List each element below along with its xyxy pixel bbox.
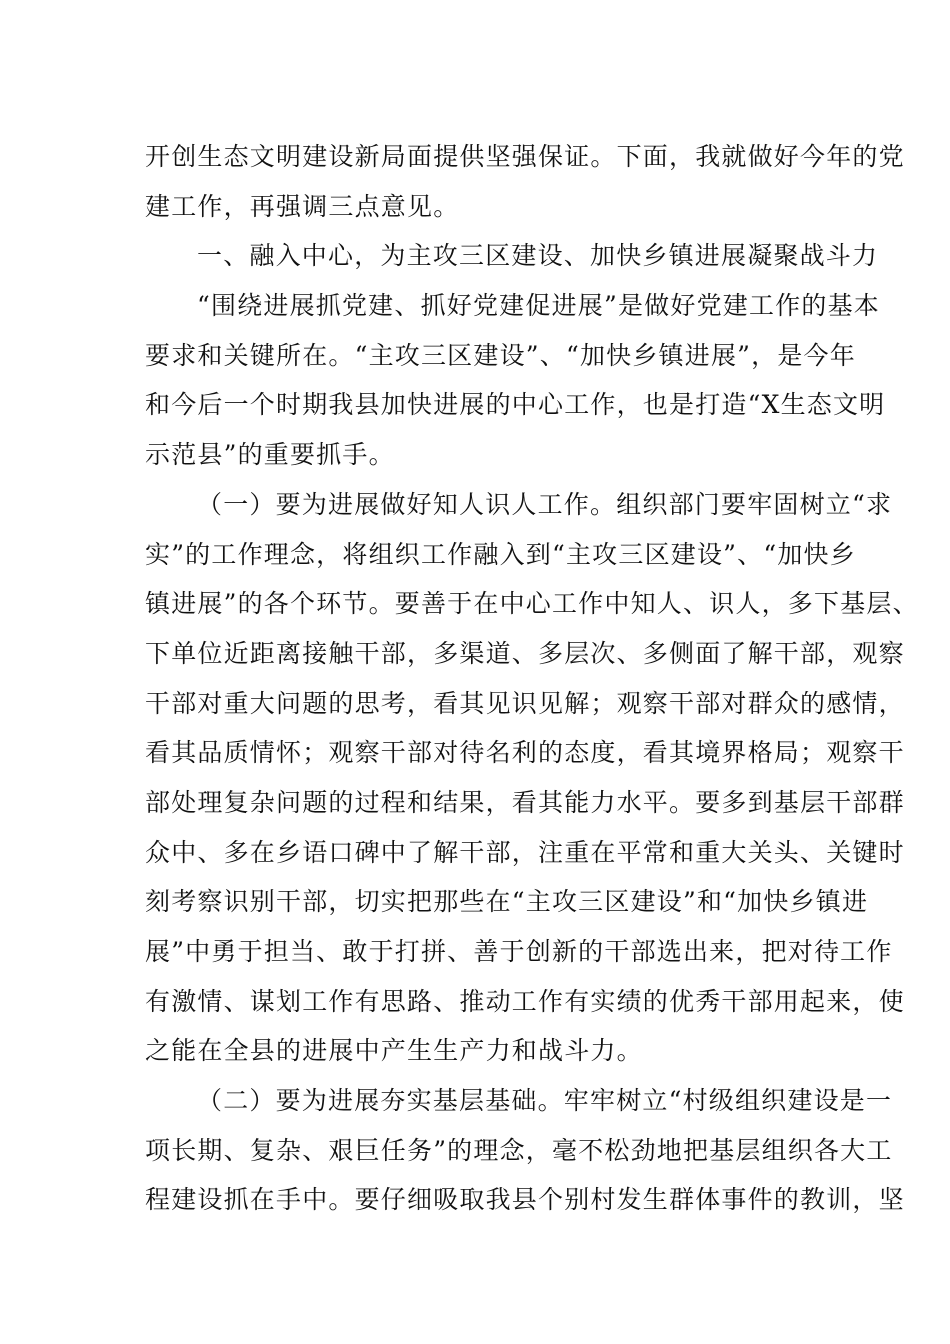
text-line: 项长期、复杂、艰巨任务”的理念，毫不松劲地把基层组织各大工 xyxy=(145,1135,893,1165)
text-line: 开创生态文明建设新局面提供坚强保证。下面，我就做好今年的党 xyxy=(145,142,905,171)
text-line: 展”中勇于担当、敢于打拼、善于创新的干部选出来，把对待工作 xyxy=(145,937,893,966)
text-line: 部处理复杂问题的过程和结果，看其能力水平。要多到基层干部群 xyxy=(145,787,905,817)
text-line: 实”的工作理念，将组织工作融入到“主攻三区建设”、“加快乡 xyxy=(145,539,856,569)
text-line: 建工作，再强调三点意见。 xyxy=(145,191,460,221)
text-line: 示范县”的重要抓手。 xyxy=(145,440,395,470)
text-line: （二）要为进展夯实基层基础。牢牢树立“村级组织建设是一 xyxy=(197,1086,893,1116)
text-line: 和今后一个时期我县加快进展的中心工作，也是打造“X生态文明 xyxy=(145,390,886,420)
text-line: 之能在全县的进展中产生生产力和战斗力。 xyxy=(145,1036,643,1066)
text-line: 程建设抓在手中。要仔细吸取我县个别村发生群体事件的教训，坚 xyxy=(145,1185,905,1215)
text-line: 下单位近距离接触干部，多渠道、多层次、多侧面了解干部，观察 xyxy=(145,638,905,668)
text-line: 看其品质情怀；观察干部对待名利的态度，看其境界格局；观察干 xyxy=(145,738,905,768)
text-line: 干部对重大问题的思考，看其见识见解；观察干部对群众的感情， xyxy=(145,688,905,718)
document-body xyxy=(145,132,919,1225)
text-line: 刻考察识别干部，切实把那些在“主攻三区建设”和“加快乡镇进 xyxy=(145,887,869,917)
text-line: “围绕进展抓党建、抓好党建促进展”是做好党建工作的基本 xyxy=(197,291,880,321)
text-line: 有激情、谋划工作有思路、推动工作有实绩的优秀干部用起来，使 xyxy=(145,986,905,1016)
text-line: 要求和关键所在。“主攻三区建设”、“加快乡镇进展”，是今年 xyxy=(145,340,856,370)
text-line: 众中、多在乡语口碑中了解干部，注重在平常和重大关头、关键时 xyxy=(145,837,905,867)
text-line: 镇进展”的各个环节。要善于在中心工作中知人、识人，多下基层、 xyxy=(145,589,919,619)
text-line: （一）要为进展做好知人识人工作。组织部门要牢固树立“求 xyxy=(197,489,893,519)
text-line: 一、融入中心，为主攻三区建设、加快乡镇进展凝聚战斗力 xyxy=(197,241,879,271)
